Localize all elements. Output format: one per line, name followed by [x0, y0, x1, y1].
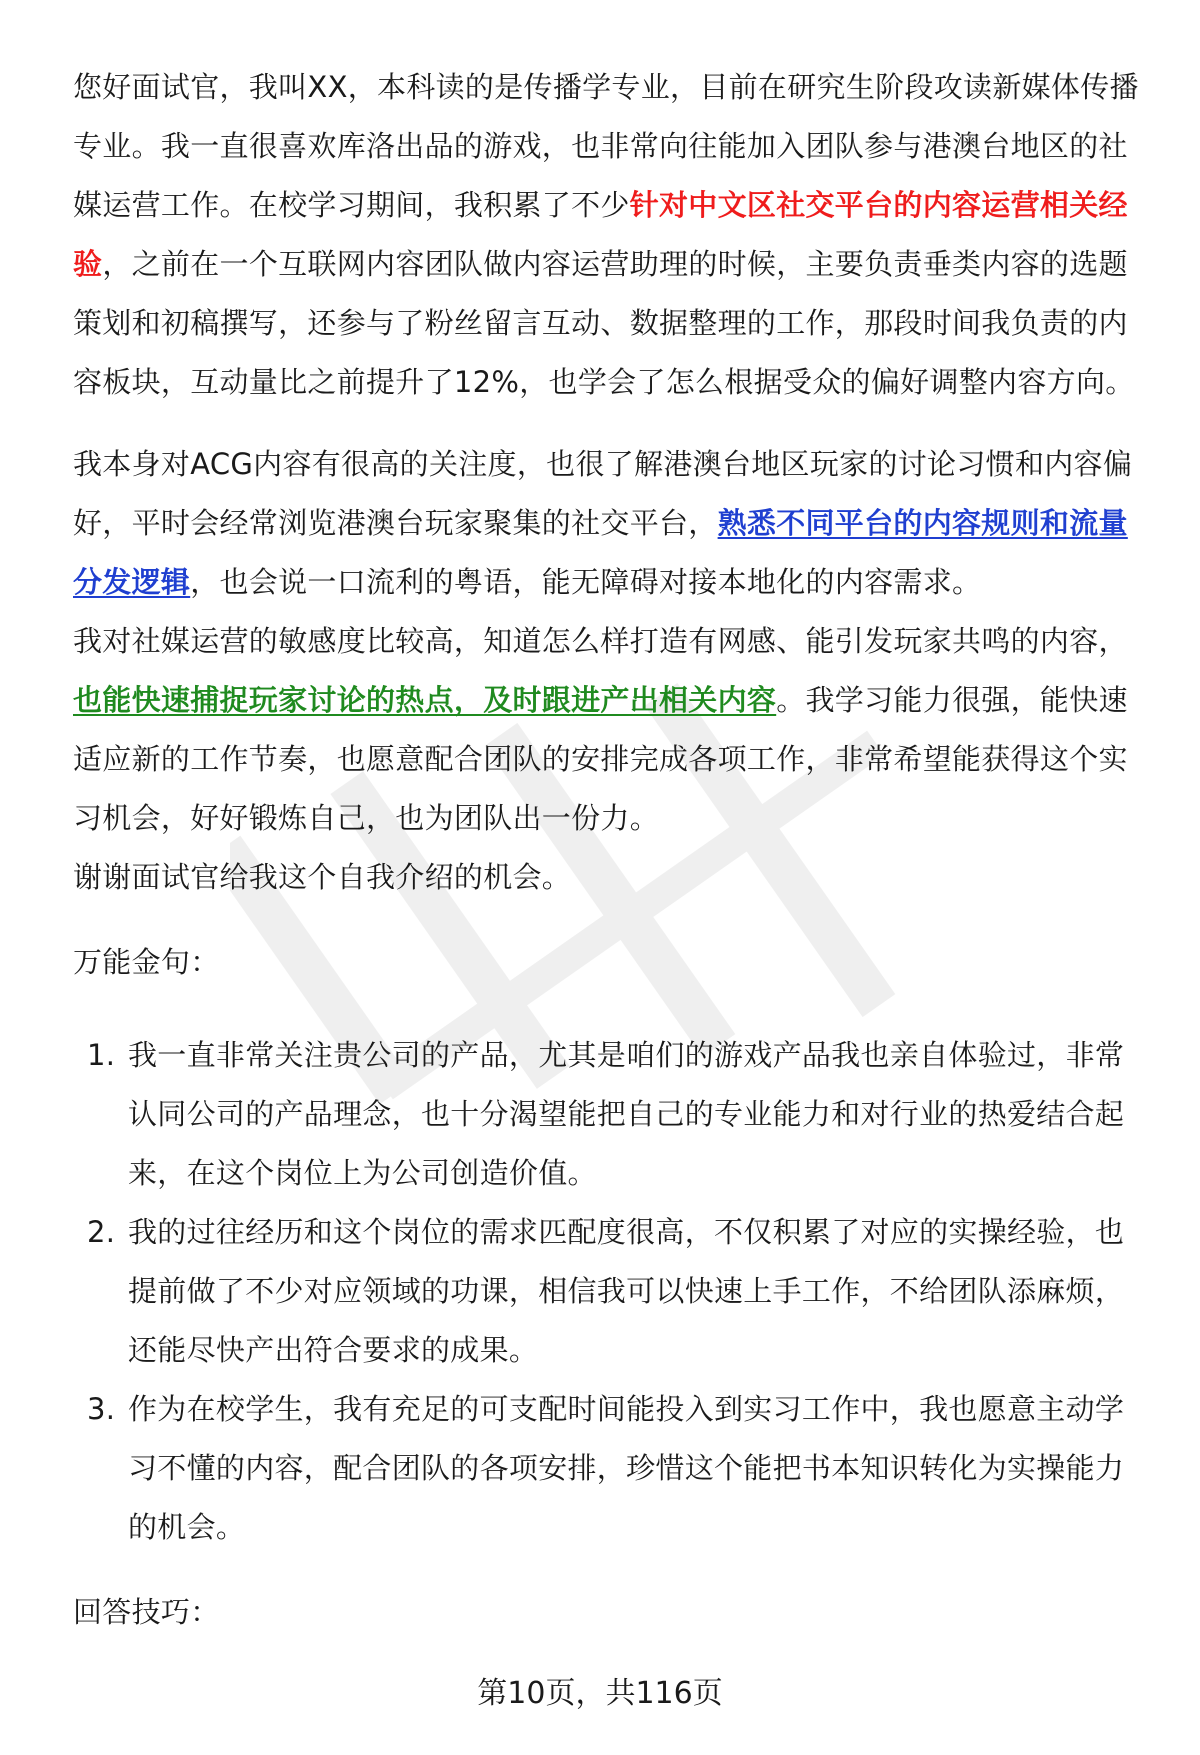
golden-heading: 万能金句：: [73, 945, 220, 979]
list-number: 3.: [87, 1392, 116, 1426]
list-item-text: 作为在校学生，我有充足的可支配时间能投入到实习工作中，我也愿意主动学习不懂的内容，配合团队的各项安排，珍惜这个能把书本知识转化为实操能力的机会。: [128, 1392, 1125, 1544]
highlight-blue: 熟悉不同平台的内容规则和流量分发逻辑: [73, 506, 1128, 599]
intro-text: 。我学习能力很强，能快速适应新的工作节奏，也愿意配合团队的安排完成各项工作，非常希望能获得这个实习机会，好好锻炼自己，也为团队出一份力。: [73, 683, 1128, 835]
intro-text: 我对社媒运营的敏感度比较高，知道怎么样打造有网感、能引发玩家共鸣的内容，: [73, 624, 1128, 658]
intro-text: 您好面试官，我叫XX，本科读的是传播学专业，目前在研究生阶段攻读新媒体传播专业。我一直很喜欢库洛出品的游戏，也非常向往能加入团队参与港澳台地区的社媒运营工作。在校学习期间，我积累了不少: [73, 70, 1139, 222]
list-item: [73, 1203, 1153, 1380]
intro-text: 我本身对ACG内容有很高的关注度，也很了解港澳台地区玩家的讨论习惯和内容偏好，平时会经常浏览港澳台玩家聚集的社交平台，: [73, 447, 1133, 540]
tips-heading: 回答技巧：: [73, 1595, 220, 1629]
highlight-red: 针对中文区社交平台的内容运营相关经验: [73, 188, 1128, 281]
intro-paragraph-4: 谢谢面试官给我这个自我介绍的机会。: [73, 860, 572, 894]
intro-text: ，之前在一个互联网内容团队做内容运营助理的时候，主要负责垂类内容的选题策划和初稿撰写，还参与了粉丝留言互动、数据整理的工作，那段时间我负责的内容板块，互动量比之前提升了12%，也学会了怎么根据受众的偏好调整内容方向。: [73, 247, 1135, 399]
list-item: [73, 1026, 1153, 1203]
document-body: [73, 58, 1153, 1642]
intro-paragraph-3: [73, 612, 1153, 848]
list-item: [73, 1380, 1153, 1557]
intro-paragraph-1: [73, 58, 1153, 412]
highlight-green: 也能快速捕捉玩家讨论的热点，及时跟进产出相关内容: [73, 683, 777, 717]
list-item-text: 我一直非常关注贵公司的产品，尤其是咱们的游戏产品我也亲自体验过，非常认同公司的产品理念，也十分渴望能把自己的专业能力和对行业的热爱结合起来，在这个岗位上为公司创造价值。: [128, 1038, 1125, 1190]
golden-list: [73, 1026, 1153, 1557]
list-number: 2.: [87, 1215, 116, 1249]
page-number: 第10页，共116页: [477, 1676, 723, 1711]
intro-paragraph-2: [73, 435, 1153, 612]
list-item-text: 我的过往经历和这个岗位的需求匹配度很高，不仅积累了对应的实操经验，也提前做了不少对应领域的功课，相信我可以快速上手工作，不给团队添麻烦，还能尽快产出符合要求的成果。: [128, 1215, 1125, 1367]
intro-text: ，也会说一口流利的粤语，能无障碍对接本地化的内容需求。: [190, 565, 982, 599]
list-number: 1.: [87, 1038, 116, 1072]
